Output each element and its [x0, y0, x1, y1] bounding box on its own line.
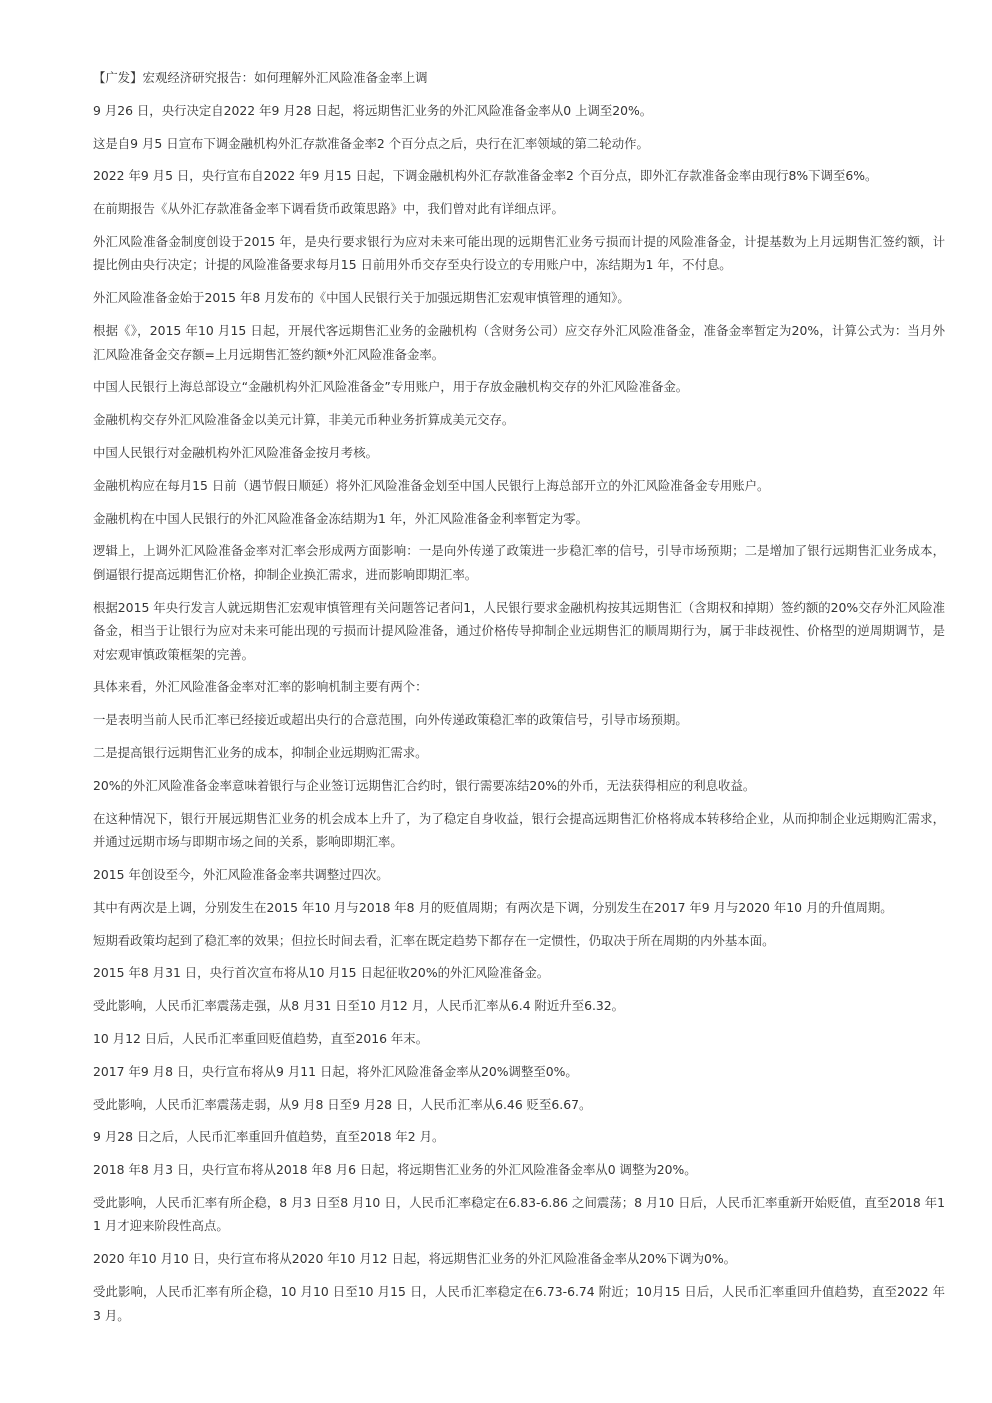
paragraph: 其中有两次是上调，分别发生在2015 年10 月与2018 年8 月的贬值周期；有两次是下调，分别发生在2017 年9 月与2020 年10 月的升值周期。: [93, 899, 893, 915]
paragraph: 一是表明当前人民币汇率已经接近或超出央行的合意范围，向外传递政策稳汇率的政策信号，引导市场预期。: [93, 712, 688, 728]
paragraph: 这是自9 月5 日宣布下调金融机构外汇存款准备金率2 个百分点之后，央行在汇率领域的第二轮动作。: [93, 135, 649, 151]
paragraph: 金融机构交存外汇风险准备金以美元计算，非美元币种业务折算成美元交存。: [93, 412, 515, 428]
paragraph: 2017 年9 月8 日，央行宣布将从9 月11 日起，将外汇风险准备金率从20%调整至0%。: [93, 1063, 578, 1079]
paragraph: 根据2015 年央行发言人就远期售汇宏观审慎管理有关问题答记者问1，人民银行要求金融机构按其远期售汇（含期权和掉期）签约额的20%交存外汇风险准备金，相当于让银行为应对未来可能出现的亏损而计提风险准备，通过价格传导抑制企业远期售汇的顺周期行为，属于非歧视性、价格型的逆周期调节，是对宏观审慎政策框架的完善。: [93, 599, 945, 662]
paragraph: 根据《》，2015 年10 月15 日起，开展代客远期售汇业务的金融机构（含财务公司）应交存外汇风险准备金，准备金率暂定为20%，计算公式为：当月外汇风险准备金交存额=上月远期售汇签约额*外汇风险准备金率。: [93, 323, 945, 362]
paragraph: 受此影响，人民币汇率震荡走弱，从9 月8 日至9 月28 日，人民币汇率从6.46 贬至6.67。: [93, 1096, 592, 1112]
paragraph: 金融机构应在每月15 日前（遇节假日顺延）将外汇风险准备金划至中国人民银行上海总部开立的外汇风险准备金专用账户。: [93, 477, 770, 493]
paragraph: 10 月12 日后，人民币汇率重回贬值趋势，直至2016 年末。: [93, 1030, 429, 1046]
paragraph: 二是提高银行远期售汇业务的成本，抑制企业远期购汇需求。: [93, 745, 428, 761]
paragraph: 2015 年8 月31 日，央行首次宣布将从10 月15 日起征收20%的外汇风险准备金。: [93, 965, 550, 981]
paragraph: 中国人民银行对金融机构外汇风险准备金按月考核。: [93, 444, 378, 460]
paragraph: 9 月26 日，央行决定自2022 年9 月28 日起，将远期售汇业务的外汇风险准备金率从0 上调至20%。: [93, 102, 653, 118]
document-body: [93, 66, 945, 1336]
paragraph: 9 月28 日之后，人民币汇率重回升值趋势，直至2018 年2 月。: [93, 1129, 445, 1145]
paragraph: 在前期报告《从外汇存款准备金率下调看货币政策思路》中，我们曾对此有详细点评。: [93, 201, 564, 217]
paragraph: 2022 年9 月5 日，央行宣布自2022 年9 月15 日起，下调金融机构外汇存款准备金率2 个百分点，即外汇存款准备金率由现行8%下调至6%。: [93, 168, 878, 184]
document-title: 【广发】宏观经济研究报告：如何理解外汇风险准备金率上调: [93, 70, 428, 85]
paragraph: 具体来看，外汇风险准备金率对汇率的影响机制主要有两个：: [93, 679, 428, 695]
paragraph: 外汇风险准备金始于2015 年8 月发布的《中国人民银行关于加强远期售汇宏观审慎管理的通知》。: [93, 290, 630, 306]
paragraph: 逻辑上，上调外汇风险准备金率对汇率会形成两方面影响：一是向外传递了政策进一步稳汇率的信号，引导市场预期；二是增加了银行远期售汇业务成本，倒逼银行提高远期售汇价格，抑制企业换汇需求，进而影响即期汇率。: [93, 543, 945, 582]
paragraph: 中国人民银行上海总部设立“金融机构外汇风险准备金”专用账户，用于存放金融机构交存的外汇风险准备金。: [93, 379, 689, 395]
paragraph: 2015 年创设至今，外汇风险准备金率共调整过四次。: [93, 866, 389, 882]
paragraph: 受此影响，人民币汇率有所企稳，10 月10 日至10 月15 日，人民币汇率稳定在6.73-6.74 附近；10月15 日后，人民币汇率重回升值趋势，直至2022 年3 月。: [93, 1284, 945, 1323]
paragraph: 2018 年8 月3 日，央行宣布将从2018 年8 月6 日起，将远期售汇业务的外汇风险准备金率从0 调整为20%。: [93, 1162, 697, 1178]
paragraph: 受此影响，人民币汇率有所企稳，8 月3 日至8 月10 日，人民币汇率稳定在6.83-6.86 之间震荡；8 月10 日后，人民币汇率重新开始贬值，直至2018 年11 月才迎来阶段性高点。: [93, 1194, 945, 1234]
paragraph: 金融机构在中国人民银行的外汇风险准备金冻结期为1 年，外汇风险准备金利率暂定为零。: [93, 510, 589, 526]
paragraph: 短期看政策均起到了稳汇率的效果；但拉长时间去看，汇率在既定趋势下都存在一定惯性，仍取决于所在周期的内外基本面。: [93, 932, 775, 948]
paragraph: 20%的外汇风险准备金率意味着银行与企业签订远期售汇合约时，银行需要冻结20%的外币，无法获得相应的利息收益。: [93, 777, 756, 793]
paragraph: 外汇风险准备金制度创设于2015 年，是央行要求银行为应对未来可能出现的远期售汇业务亏损而计提的风险准备金，计提基数为上月远期售汇签约额，计提比例由央行决定；计提的风险准备要求每月15 日前用外币交存至央行设立的专用账户中，冻结期为1 年，不付息。: [93, 233, 945, 273]
paragraph: 受此影响，人民币汇率震荡走强，从8 月31 日至10 月12 月，人民币汇率从6.4 附近升至6.32。: [93, 998, 625, 1014]
paragraph: 在这种情况下，银行开展远期售汇业务的机会成本上升了，为了稳定自身收益，银行会提高远期售汇价格将成本转移给企业，从而抑制企业远期购汇需求，并通过远期市场与即期市场之间的关系，影响即期汇率。: [93, 810, 945, 850]
paragraph: 2020 年10 月10 日，央行宣布将从2020 年10 月12 日起，将远期售汇业务的外汇风险准备金率从20%下调为0%。: [93, 1251, 737, 1267]
